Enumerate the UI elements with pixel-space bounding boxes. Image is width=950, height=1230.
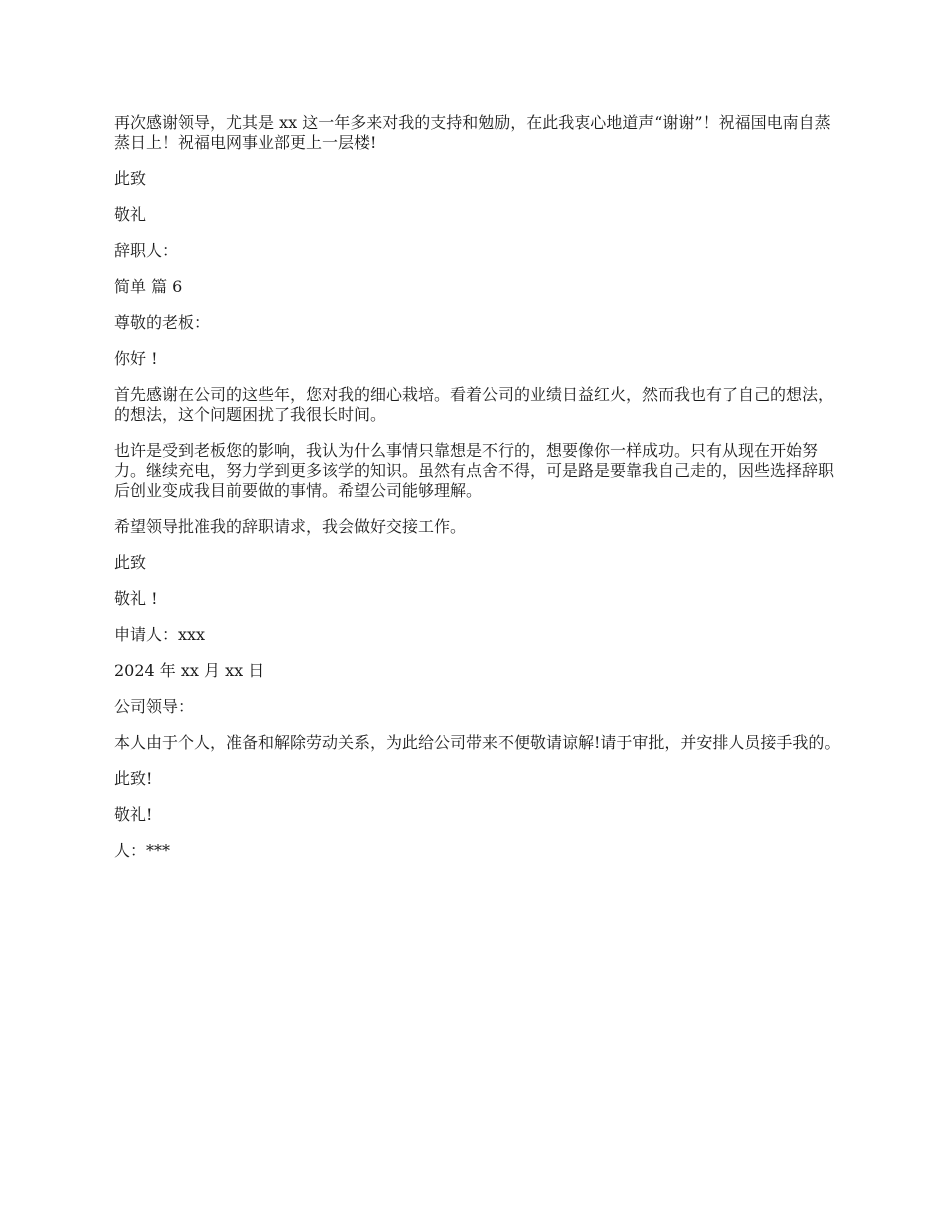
paragraph-addressee: 尊敬的老板：	[114, 313, 211, 332]
paragraph-salutation-jingli: 敬礼	[114, 205, 147, 224]
paragraph-salutation-cizhi-2: 此致	[114, 553, 147, 572]
paragraph-signer-final: 人：***	[114, 841, 171, 860]
paragraph-date: 2024 年 xx 月 xx 日	[114, 661, 265, 680]
paragraph-closing-thanks: 再次感谢领导，尤其是 xx 这一年多来对我的支持和勉励，在此我衷心地道声“谢谢”！祝福国电南自蒸蒸日上！祝福电网事业部更上一层楼!	[114, 113, 831, 152]
paragraph-body-3: 希望领导批准我的辞职请求，我会做好交接工作。	[114, 517, 467, 536]
paragraph-salutation-jingli-3: 敬礼!	[114, 805, 153, 824]
document-body	[114, 113, 842, 877]
paragraph-applicant: 申请人：xxx	[114, 625, 206, 644]
paragraph-addressee-2: 公司领导：	[114, 697, 195, 716]
paragraph-body-2: 也许是受到老板您的影响，我认为什么事情只靠想是不行的，想要像你一样成功。只有从现在开始努力。继续充电，努力学到更多该学的知识。虽然有点舍不得，可是路是要靠我自己走的，因些选择辞职后创业变成我目前要做的事情。希望公司能够理解。	[114, 441, 835, 500]
paragraph-salutation-cizhi-3: 此致!	[114, 769, 153, 788]
section-heading: 简单 篇 6	[114, 277, 183, 296]
paragraph-signer-label: 辞职人：	[114, 241, 179, 260]
paragraph-salutation-jingli-2: 敬礼 !	[114, 589, 158, 608]
paragraph-greeting: 你好 !	[114, 349, 158, 368]
paragraph-body-1: 首先感谢在公司的这些年，您对我的细心栽培。看着公司的业绩日益红火，然而我也有了自己的想法，的想法，这个问题困扰了我很长时间。	[114, 385, 835, 424]
paragraph-body-4: 本人由于个人，准备和解除劳动关系，为此给公司带来不便敬请谅解!请于审批，并安排人员接手我的。	[114, 733, 841, 752]
paragraph-salutation-cizhi: 此致	[114, 169, 147, 188]
